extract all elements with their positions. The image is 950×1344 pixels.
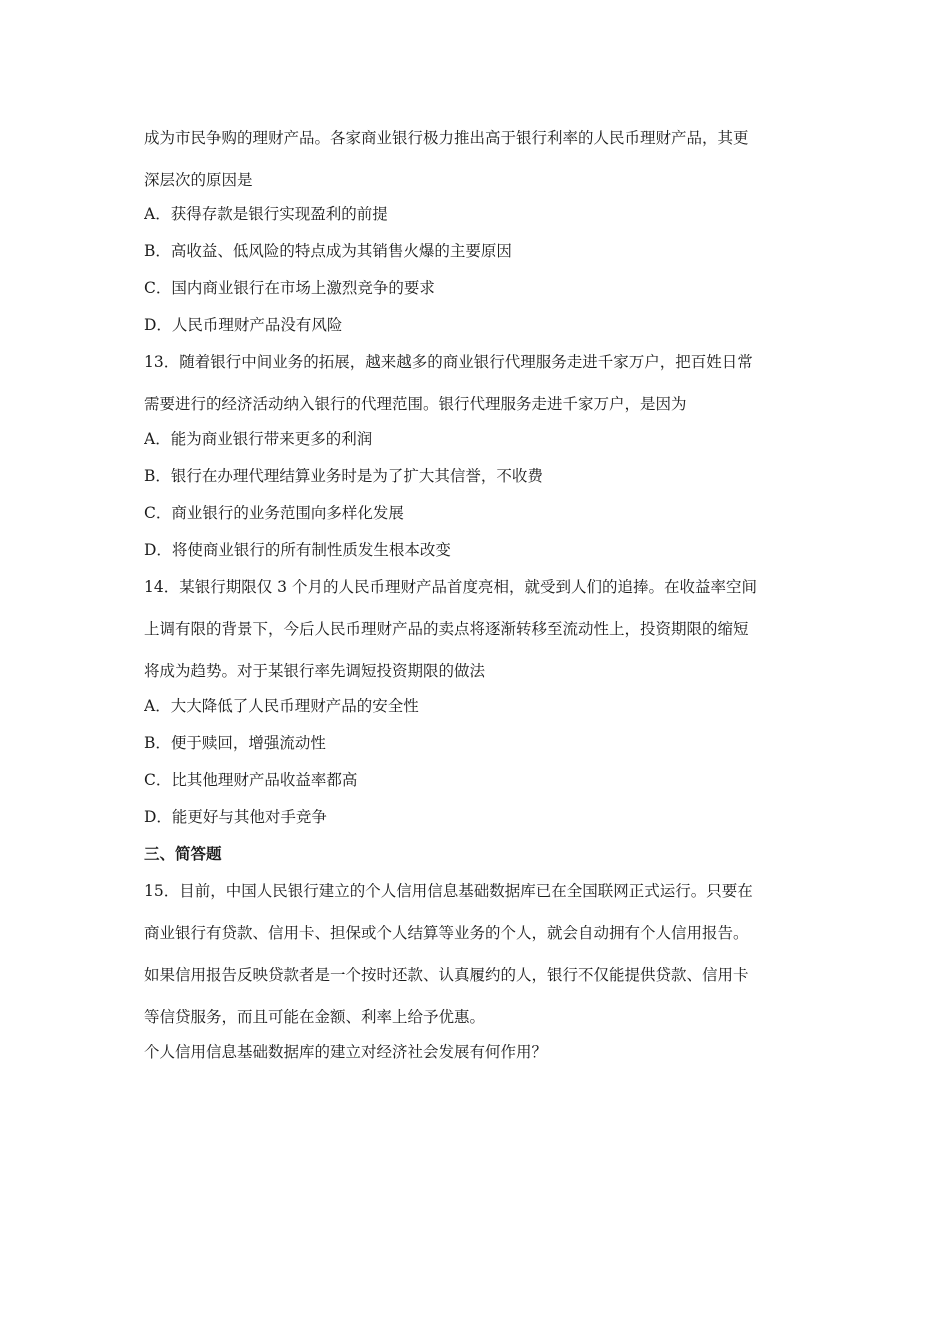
q12-option-b: B．高收益、低风险的特点成为其销售火爆的主要原因 [144,242,512,260]
q13-stem-line-1: 13．随着银行中间业务的拓展，越来越多的商业银行代理服务走进千家万户，把百姓日常 [144,353,753,371]
q14-option-b: B．便于赎回，增强流动性 [144,734,326,752]
q12-option-d: D．人民币理财产品没有风险 [144,316,343,334]
q12-stem-line-2: 深层次的原因是 [144,171,253,189]
section-3-heading: 三、简答题 [144,845,222,863]
q12-option-a: A．获得存款是银行实现盈利的前提 [144,205,388,223]
q15-stem-line-3: 如果信用报告反映贷款者是一个按时还款、认真履约的人，银行不仅能提供贷款、信用卡 [144,966,749,984]
q15-question: 个人信用信息基础数据库的建立对经济社会发展有何作用？ [144,1043,548,1061]
q14-stem-line-3: 将成为趋势。对于某银行率先调短投资期限的做法 [144,662,486,680]
q14-stem-line-1: 14．某银行期限仅 3 个月的人民币理财产品首度亮相，就受到人们的追捧。在收益率空间 [144,578,757,596]
q15-stem-line-4: 等信贷服务，而且可能在金额、利率上给予优惠。 [144,1008,486,1026]
q13-option-a: A．能为商业银行带来更多的利润 [144,430,373,448]
q15-stem-line-2: 商业银行有贷款、信用卡、担保或个人结算等业务的个人，就会自动拥有个人信用报告。 [144,924,749,942]
q13-option-b: B．银行在办理代理结算业务时是为了扩大其信誉，不收费 [144,467,543,485]
q14-option-c: C．比其他理财产品收益率都高 [144,771,358,789]
q14-option-a: A．大大降低了人民币理财产品的安全性 [144,697,419,715]
q13-option-d: D．将使商业银行的所有制性质发生根本改变 [144,541,451,559]
q15-stem-line-1: 15．目前，中国人民银行建立的个人信用信息基础数据库已在全国联网正式运行。只要在 [144,882,753,900]
q14-stem-line-2: 上调有限的背景下，今后人民币理财产品的卖点将逐渐转移至流动性上，投资期限的缩短 [144,620,749,638]
q13-stem-line-2: 需要进行的经济活动纳入银行的代理范围。银行代理服务走进千家万户，是因为 [144,395,687,413]
q12-option-c: C．国内商业银行在市场上激烈竞争的要求 [144,279,435,297]
q14-option-d: D．能更好与其他对手竞争 [144,808,327,826]
q12-stem-line-1: 成为市民争购的理财产品。各家商业银行极力推出高于银行利率的人民币理财产品，其更 [144,129,749,147]
q13-option-c: C．商业银行的业务范围向多样化发展 [144,504,404,522]
